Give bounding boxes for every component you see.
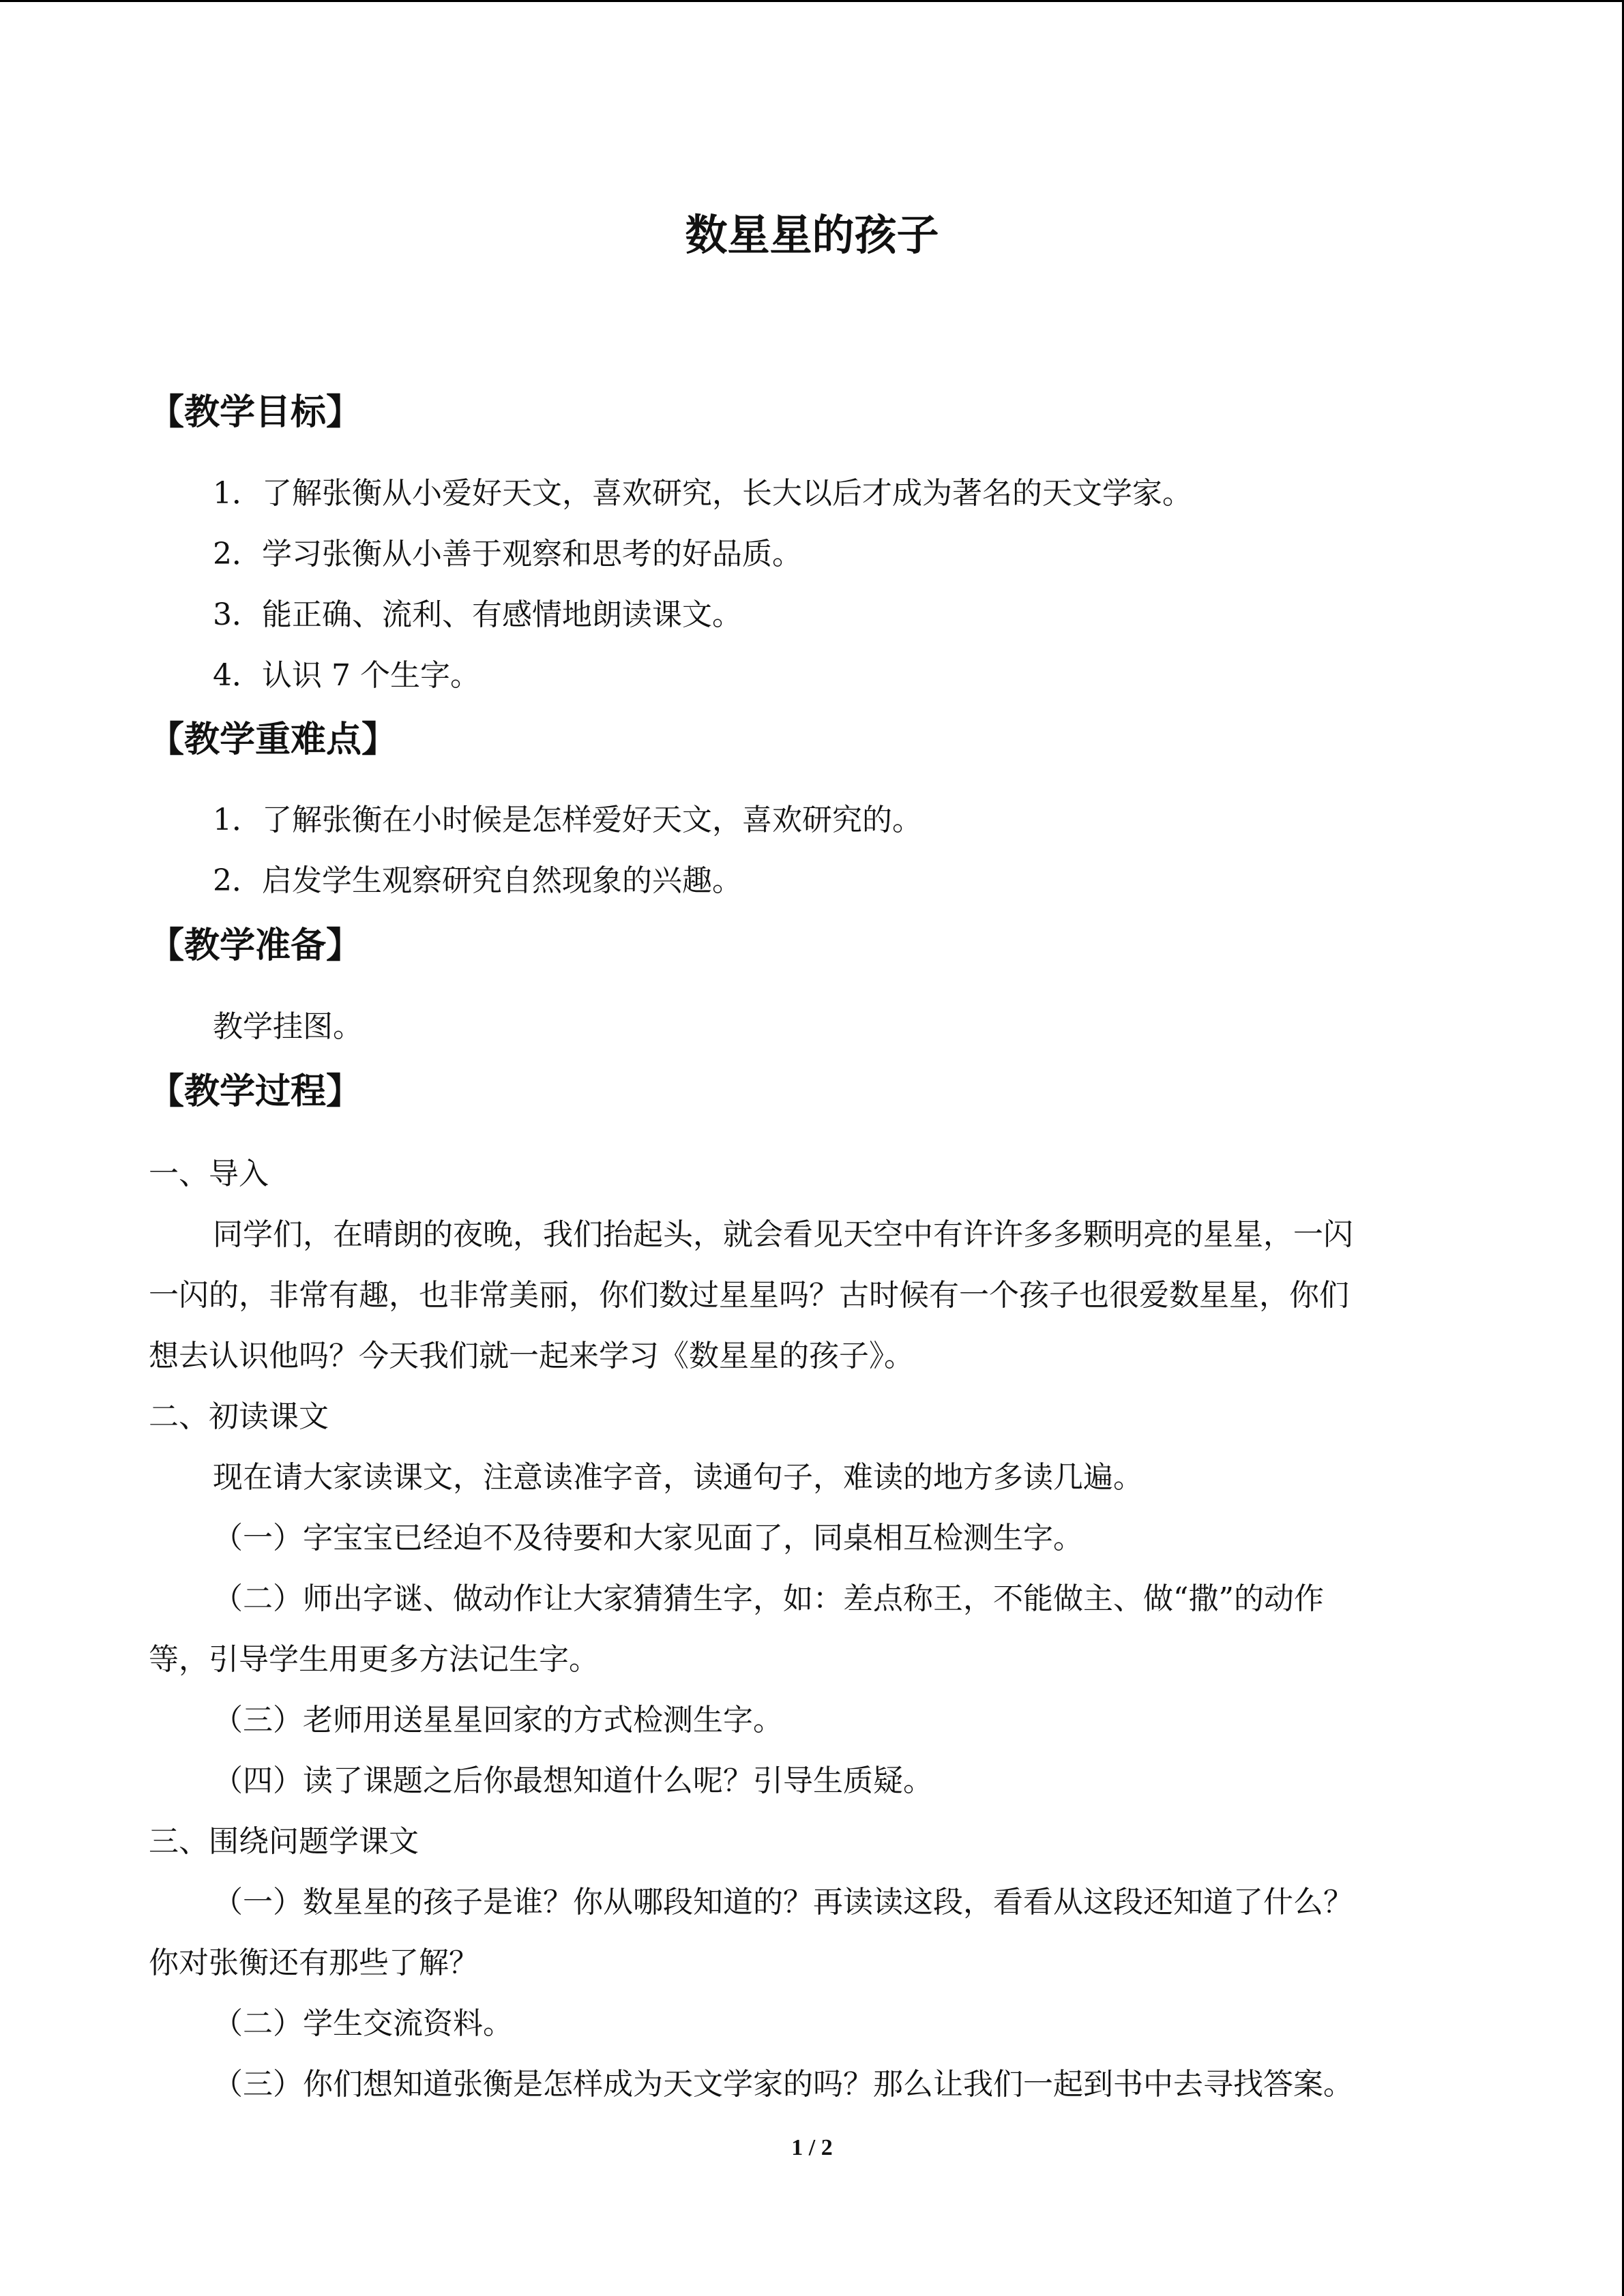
paragraph-line: 想去认识他吗？今天我们就一起来学习《数星星的孩子》。	[149, 1339, 914, 1373]
heading-process: 【教学过程】	[149, 1071, 362, 1112]
preparation-text: 教学挂图。	[213, 1009, 363, 1044]
key-point-item-2: 2．启发学生观察研究自然现象的兴趣。	[213, 863, 742, 898]
paragraph-line: （二）学生交流资料。	[213, 2006, 513, 2041]
paragraph-line: 现在请大家读课文，注意读准字音，读通句子，难读的地方多读几遍。	[213, 1460, 1143, 1495]
paragraph-line: 一闪的，非常有趣，也非常美丽，你们数过星星吗？古时候有一个孩子也很爱数星星，你们	[149, 1278, 1349, 1313]
paragraph-line: （一）字宝宝已经迫不及待要和大家见面了，同桌相互检测生字。	[213, 1521, 1083, 1555]
paragraph-line: 你对张衡还有那些了解？	[149, 1945, 479, 1980]
heading-preparation: 【教学准备】	[149, 925, 362, 966]
objective-item-3: 3．能正确、流利、有感情地朗读课文。	[213, 597, 742, 632]
paragraph-line: （三）你们想知道张衡是怎样成为天文学家的吗？那么让我们一起到书中去寻找答案。	[213, 2067, 1353, 2102]
document-title: 数星星的孩子	[685, 210, 939, 260]
objective-item-2: 2．学习张衡从小善于观察和思考的好品质。	[213, 537, 802, 571]
paragraph-line: （一）数星星的孩子是谁？你从哪段知道的？再读读这段，看看从这段还知道了什么？	[213, 1885, 1353, 1920]
key-point-item-1: 1．了解张衡在小时候是怎样爱好天文，喜欢研究的。	[213, 803, 922, 837]
process-part3-heading: 三、围绕问题学课文	[149, 1824, 419, 1859]
page-number: 1 / 2	[791, 2135, 833, 2160]
paragraph-line: 同学们，在晴朗的夜晚，我们抬起头，就会看见天空中有许许多多颗明亮的星星，一闪	[213, 1217, 1353, 1252]
heading-objectives: 【教学目标】	[149, 392, 362, 433]
process-part2-heading: 二、初读课文	[149, 1399, 329, 1434]
paragraph-line: （四）读了课题之后你最想知道什么呢？引导生质疑。	[213, 1763, 933, 1798]
paragraph-line: 等，引导学生用更多方法记生字。	[149, 1642, 599, 1677]
process-part1-heading: 一、导入	[149, 1157, 269, 1191]
paragraph-line: （三）老师用送星星回家的方式检测生字。	[213, 1703, 783, 1738]
objective-item-4: 4．认识 7 个生字。	[213, 658, 480, 693]
heading-key-points: 【教学重难点】	[149, 719, 398, 760]
objective-item-1: 1．了解张衡从小爱好天文，喜欢研究，长大以后才成为著名的天文学家。	[213, 476, 1192, 511]
paragraph-line: （二）师出字谜、做动作让大家猜猜生字，如：差点称王，不能做主、做“撒”的动作	[213, 1581, 1324, 1616]
